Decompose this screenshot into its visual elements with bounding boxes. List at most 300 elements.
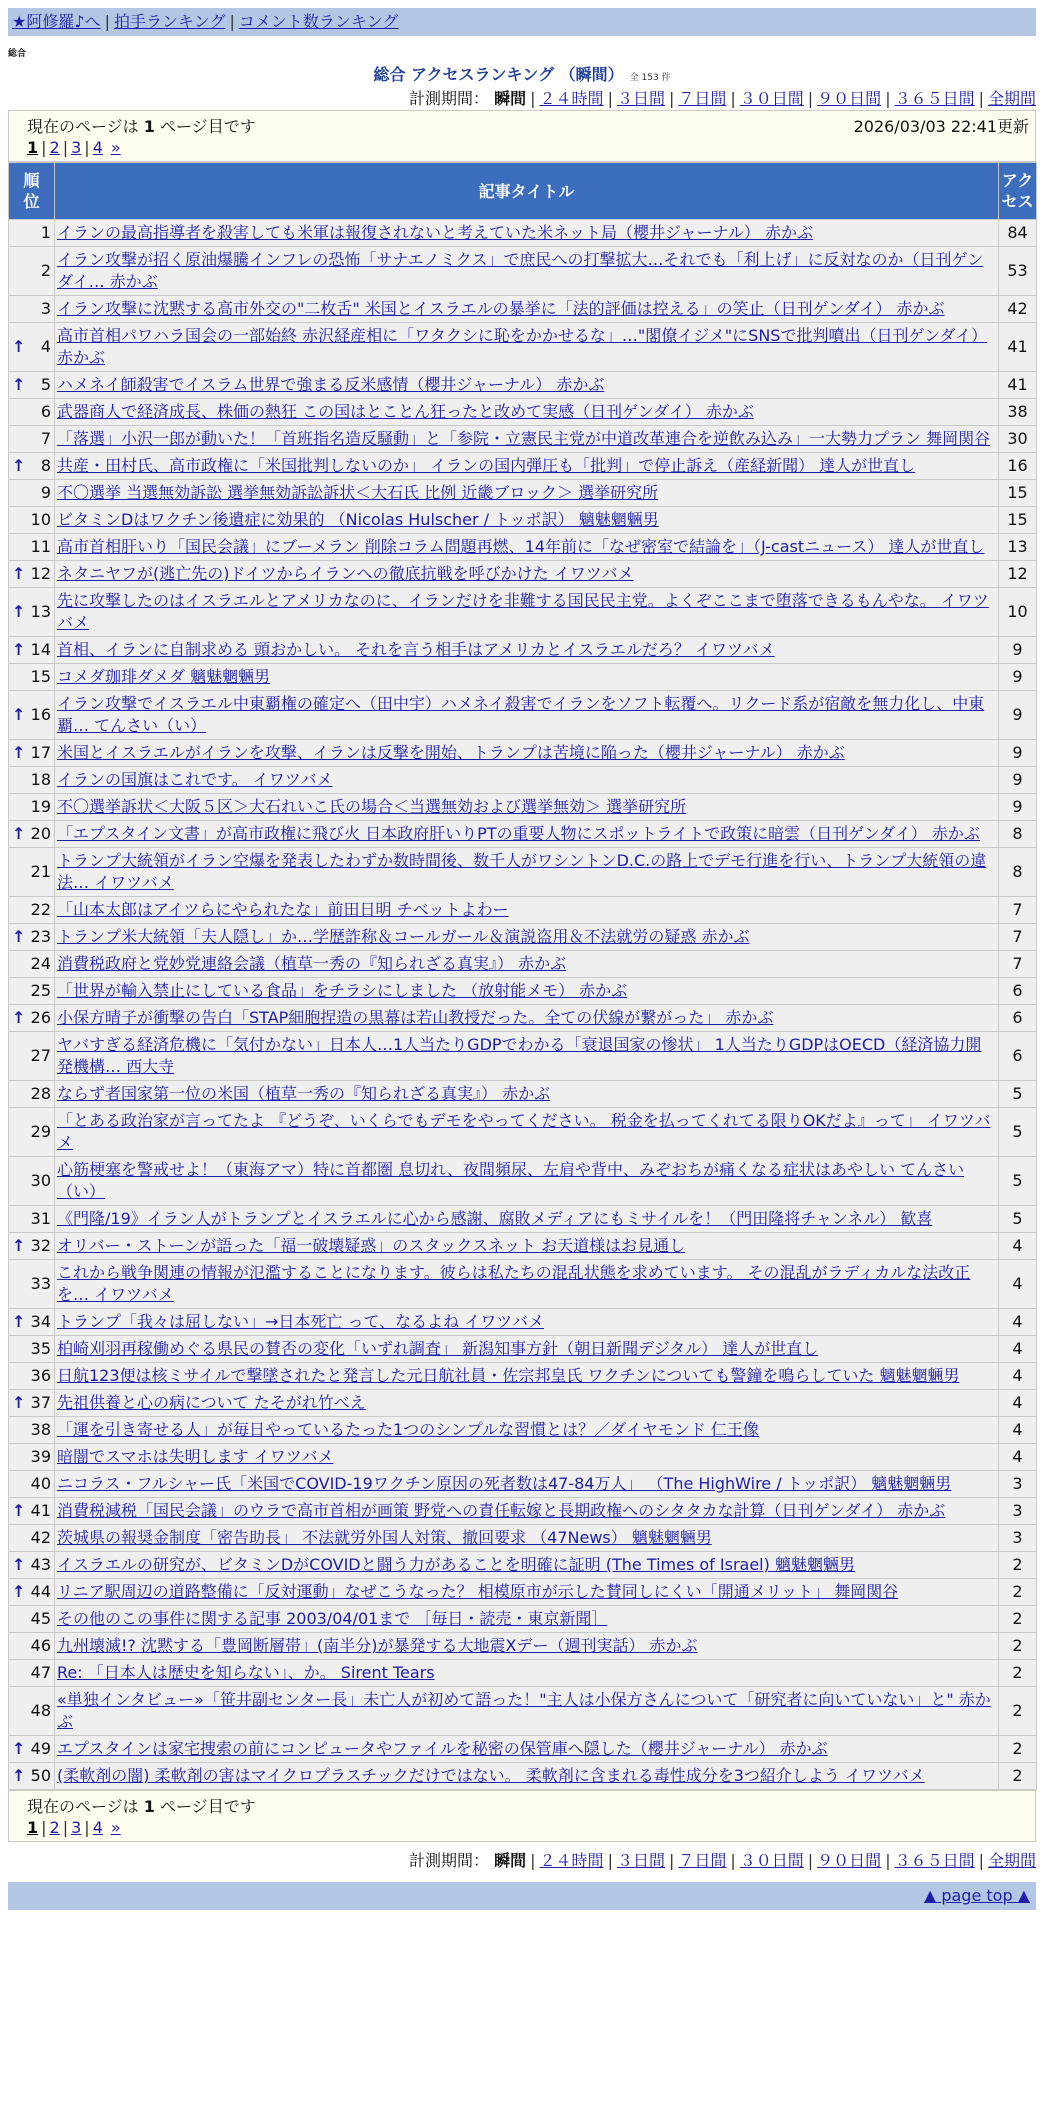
access-count: 5	[999, 1157, 1037, 1206]
article-link[interactable]: イランの国旗はこれです。 イワツバメ	[57, 770, 333, 789]
period-link-30d[interactable]: ３０日間	[739, 89, 804, 108]
pager-link-4[interactable]: 4	[92, 1818, 103, 1837]
rank-number: 26	[30, 1008, 51, 1027]
access-count: 3	[999, 1498, 1037, 1525]
period-link-365d[interactable]: ３６５日間	[894, 1851, 975, 1870]
period-link-30d[interactable]: ３０日間	[739, 1851, 804, 1870]
article-link[interactable]: 不〇選挙 当選無効訴訟 選挙無効訴訟訴状＜大石氏 比例 近畿ブロック＞ 選挙研究所	[57, 483, 659, 502]
period-link-90d[interactable]: ９０日間	[817, 89, 882, 108]
title-cell	[55, 561, 999, 588]
access-count: 6	[999, 1005, 1037, 1032]
access-count: 42	[999, 296, 1037, 323]
pager-next-link[interactable]: »	[110, 1818, 121, 1837]
table-row	[9, 588, 1037, 637]
table-row	[9, 1687, 1037, 1736]
rank-cell	[9, 1157, 55, 1206]
table-row	[9, 951, 1037, 978]
access-count: 2	[999, 1552, 1037, 1579]
article-link[interactable]: 日航123便は核ミサイルで撃墜されたと発言した元日航社員・佐宗邦皇氏 ワクチンについても警鐘を鳴らしていた 魑魅魍魎男	[57, 1366, 960, 1385]
article-link[interactable]: 先に攻撃したのはイスラエルとアメリカなのに、イランだけを非難する国民民主党。よくぞここまで堕落できるもんやな。 イワツバメ	[57, 591, 989, 632]
title-cell	[55, 1363, 999, 1390]
article-link[interactable]: トランプ米大統領「夫人隠し」か…学歴詐称＆コールガール＆演説盗用＆不法就労の疑惑 赤かぶ	[57, 927, 750, 946]
header-title: 記事タイトル	[55, 163, 999, 220]
access-count: 7	[999, 924, 1037, 951]
rank-cell	[9, 1660, 55, 1687]
rank-number: 14	[30, 640, 51, 659]
access-count: 5	[999, 1206, 1037, 1233]
rank-number: 42	[30, 1528, 51, 1547]
access-count: 5	[999, 1108, 1037, 1157]
article-link[interactable]: 「とある政治家が言ってたよ 『どうぞ、いくらでもデモをやってください。 税金を払ってくれてる限りOKだよ』って」 イワツバメ	[57, 1111, 991, 1152]
rank-cell	[9, 1498, 55, 1525]
title-cell	[55, 1336, 999, 1363]
rank-up-arrow-icon: ↑	[12, 1312, 26, 1331]
article-link[interactable]: ハメネイ師殺害でイスラム世界で強まる反米感情（櫻井ジャーナル） 赤かぶ	[57, 375, 605, 394]
rank-number: 7	[40, 429, 51, 448]
rank-cell	[9, 1552, 55, 1579]
rank-cell	[9, 323, 55, 372]
pager-link-4[interactable]: 4	[92, 138, 103, 157]
table-row	[9, 794, 1037, 821]
rank-up-arrow-icon: ↑	[12, 927, 26, 946]
title-cell	[55, 1260, 999, 1309]
article-link[interactable]: イスラエルの研究が、ビタミンDがCOVIDと闘う力があることを明確に証明 (The Times of Israel) 魑魅魍魎男	[57, 1555, 855, 1574]
rank-cell	[9, 1444, 55, 1471]
period-separator: |	[607, 89, 613, 108]
pager-top	[27, 138, 121, 157]
access-count: 6	[999, 1032, 1037, 1081]
article-link[interactable]: 共産・田村氏、高市政権に「米国批判しないのか」 イランの国内弾圧も「批判」で停止訴え（産経新聞） 達人が世直し	[57, 456, 916, 475]
rank-number: 10	[30, 510, 51, 529]
header-rank: 順位	[9, 163, 55, 220]
table-row	[9, 220, 1037, 247]
article-link[interactable]: 「山本太郎はアイツらにやられたな」前田日明 チベットよわー	[57, 900, 509, 919]
pager-link-3[interactable]: 3	[71, 1818, 82, 1837]
period-label: 計測期間：	[409, 1851, 490, 1870]
access-count: 30	[999, 426, 1037, 453]
access-count: 9	[999, 740, 1037, 767]
period-link-7d[interactable]: ７日間	[678, 1851, 727, 1870]
footer-bar	[8, 1882, 1036, 1910]
article-link[interactable]: ならず者国家第一位の米国（植草一秀の『知られざる真実』） 赤かぶ	[57, 1084, 551, 1103]
article-link[interactable]: 茨城県の報奨金制度「密告助長」 不法就労外国人対策、撤回要求 （47News） 魑魅魍魎男	[57, 1528, 712, 1547]
rank-up-arrow-icon: ↑	[12, 705, 26, 724]
table-row	[9, 426, 1037, 453]
ranking-title: 総合 アクセスランキング （瞬間）	[373, 65, 624, 84]
rank-number: 28	[30, 1084, 51, 1103]
title-cell	[55, 1660, 999, 1687]
access-count: 2	[999, 1763, 1037, 1790]
rank-number: 18	[30, 770, 51, 789]
rank-number: 35	[30, 1339, 51, 1358]
table-row	[9, 296, 1037, 323]
nav-separator: |	[229, 12, 235, 31]
rank-up-arrow-icon: ↑	[12, 640, 26, 659]
article-link[interactable]: 先祖供養と心の病について たそがれ竹べえ	[57, 1393, 366, 1412]
table-row	[9, 1633, 1037, 1660]
period-link-365d[interactable]: ３６５日間	[894, 89, 975, 108]
rank-cell	[9, 1005, 55, 1032]
rank-cell	[9, 1081, 55, 1108]
article-link[interactable]: 消費税政府と党妙党連絡会議（植草一秀の『知られざる真実』） 赤かぶ	[57, 954, 567, 973]
rank-cell	[9, 821, 55, 848]
article-link[interactable]: 首相、イランに自制求める 頭おかしい。 それを言う相手はアメリカとイスラエルだろ？ イワツバメ	[57, 640, 775, 659]
table-row	[9, 1417, 1037, 1444]
rank-number: 36	[30, 1366, 51, 1385]
title-cell	[55, 1157, 999, 1206]
rank-number: 33	[30, 1274, 51, 1293]
title-cell	[55, 1081, 999, 1108]
article-link[interactable]: 「落選」小沢一郎が動いた！「首班指名造反騒動」と「参院・立憲民主党が中道改革連合を逆飲み込み」一大勢力プラン 舞岡関谷	[57, 429, 991, 448]
access-count: 4	[999, 1336, 1037, 1363]
rank-number: 21	[30, 862, 51, 881]
item-count: 全 153 件	[629, 73, 671, 83]
rank-cell	[9, 1579, 55, 1606]
period-current: 瞬間	[494, 89, 527, 108]
pager-separator: |	[62, 1818, 69, 1837]
table-row	[9, 1498, 1037, 1525]
rank-number: 30	[30, 1171, 51, 1190]
article-link[interactable]: 「世界が輸入禁止にしている食品」をチラシにしました （放射能メモ） 赤かぶ	[57, 981, 628, 1000]
page-prefix: 現在のページは	[27, 1797, 144, 1816]
rank-number: 22	[30, 900, 51, 919]
table-row	[9, 664, 1037, 691]
pager-link-3[interactable]: 3	[71, 138, 82, 157]
rank-cell	[9, 951, 55, 978]
updated-timestamp: 2026/03/03 22:41更新	[853, 117, 1029, 136]
title-cell	[55, 1552, 999, 1579]
rank-cell	[9, 453, 55, 480]
title-cell	[55, 1736, 999, 1763]
nav-link-comment-ranking[interactable]: コメント数ランキング	[238, 12, 399, 31]
rank-cell	[9, 740, 55, 767]
rank-up-arrow-icon: ↑	[12, 1582, 26, 1601]
title-cell	[55, 1471, 999, 1498]
title-cell	[55, 1108, 999, 1157]
title-cell	[55, 220, 999, 247]
title-cell	[55, 534, 999, 561]
title-cell	[55, 1206, 999, 1233]
title-cell	[55, 848, 999, 897]
period-selector-bottom	[409, 1848, 1036, 1871]
page-suffix: ページ目です	[154, 117, 256, 136]
article-link[interactable]: リニア駅周辺の道路整備に「反対運動」なぜこうなった？ 相模原市が示した賛同しにくい「開通メリット」 舞岡関谷	[57, 1582, 899, 1601]
article-link[interactable]: トランプ大統領がイラン空爆を発表したわずか数時間後、数千人がワシントンD.C.の路上でデモ行進を行い、トランプ大統領の違法… イワツバメ	[57, 851, 987, 892]
title-cell	[55, 507, 999, 534]
pager-bottom	[27, 1818, 121, 1837]
access-count: 2	[999, 1579, 1037, 1606]
rank-cell	[9, 1763, 55, 1790]
pager-separator: |	[84, 138, 90, 157]
nav-link-asyura[interactable]: ★阿修羅♪へ	[12, 12, 101, 31]
title-cell	[55, 480, 999, 507]
table-row	[9, 323, 1037, 372]
period-separator: |	[885, 1851, 891, 1870]
period-link-all[interactable]: 全期間	[987, 89, 1036, 108]
article-link[interactable]: 「エプスタイン文書」が高市政権に飛び火 日本政府肝いりPTの重要人物にスポットライトで政策に暗雲（日刊ゲンダイ） 赤かぶ	[57, 824, 980, 843]
table-row	[9, 1444, 1037, 1471]
table-row	[9, 1579, 1037, 1606]
article-link[interactable]: これから戦争関連の情報が氾濫することになります。彼らは私たちの混乱状態を求めています。 その混乱がラディカルな法改正を… イワツバメ	[57, 1263, 971, 1304]
article-link[interactable]: イラン攻撃が招く原油爆騰インフレの恐怖「サナエノミクス」で庶民への打撃拡大…それでも「利上げ」に反対なのか（日刊ゲンダイ… 赤かぶ	[57, 250, 984, 291]
article-link[interactable]: 不〇選挙訴状＜大阪５区＞大石れいこ氏の場合＜当選無効および選挙無効＞ 選挙研究所	[57, 797, 687, 816]
rank-up-arrow-icon: ↑	[12, 456, 26, 475]
period-link-3d[interactable]: ３日間	[616, 1851, 665, 1870]
rank-up-arrow-icon: ↑	[12, 1555, 26, 1574]
article-link[interactable]: 「運を引き寄せる人」が毎日やっているたった1つのシンプルな習慣とは？／ダイヤモンド 仁王像	[57, 1420, 759, 1439]
rank-up-arrow-icon: ↑	[12, 337, 26, 356]
title-cell	[55, 453, 999, 480]
article-link[interactable]: エプスタインは家宅捜索の前にコンピュータやファイルを秘密の保管庫へ隠した（櫻井ジャーナル） 赤かぶ	[57, 1739, 828, 1758]
rank-up-arrow-icon: ↑	[12, 1501, 26, 1520]
table-row	[9, 767, 1037, 794]
article-link[interactable]: コメダ珈琲ダメダ 魑魅魍魎男	[57, 667, 271, 686]
rank-cell	[9, 897, 55, 924]
period-separator: |	[730, 89, 736, 108]
article-link[interactable]: (柔軟剤の闇) 柔軟剤の害はマイクロプラスチックだけではない。 柔軟剤に含まれる毒性成分を3つ紹介しよう イワツバメ	[57, 1766, 925, 1785]
rank-number: 38	[30, 1420, 51, 1439]
article-link[interactable]: 心筋梗塞を警戒せよ！（東海アマ）特に首都圏 息切れ、夜間頻尿、左肩や背中、みぞおちが痛くなる症状はあやしい てんさい（い）	[57, 1160, 965, 1201]
access-count: 38	[999, 399, 1037, 426]
table-row	[9, 1081, 1037, 1108]
current-page-text	[27, 114, 256, 137]
period-separator: |	[668, 1851, 675, 1870]
title-cell	[55, 1390, 999, 1417]
period-link-all[interactable]: 全期間	[987, 1851, 1036, 1870]
access-count: 9	[999, 767, 1037, 794]
rank-number: 5	[40, 375, 51, 394]
article-link[interactable]: ネタニヤフが(逃亡先の)ドイツからイランへの徹底抗戦を呼びかけた イワツバメ	[57, 564, 634, 583]
access-count: 2	[999, 1633, 1037, 1660]
title-cell	[55, 1444, 999, 1471]
table-row	[9, 1233, 1037, 1260]
access-count: 2	[999, 1606, 1037, 1633]
table-row	[9, 1471, 1037, 1498]
title-cell	[55, 794, 999, 821]
title-cell	[55, 1633, 999, 1660]
access-count: 4	[999, 1363, 1037, 1390]
ranking-table	[8, 162, 1037, 1790]
rank-cell	[9, 296, 55, 323]
rank-cell	[9, 637, 55, 664]
title-cell	[55, 1309, 999, 1336]
table-row	[9, 821, 1037, 848]
article-link[interactable]: イラン攻撃に沈黙する高市外交の"二枚舌" 米国とイスラエルの暴挙に「法的評価は控える」の笑止（日刊ゲンダイ） 赤かぶ	[57, 299, 945, 318]
article-link[interactable]: 高市首相肝いり「国民会議」にブーメラン 削除コラム問題再燃、14年前に「なぜ密室で結論を」（J-castニュース） 達人が世直し	[57, 537, 985, 556]
pager-link-2[interactable]: 2	[49, 1818, 60, 1837]
article-link[interactable]: 小保方晴子が衝撃の告白「STAP細胞捏造の黒幕は若山教授だった。全ての伏線が繋がった」 赤かぶ	[57, 1008, 774, 1027]
rank-number: 37	[30, 1393, 51, 1412]
rank-number: 27	[30, 1046, 51, 1065]
article-link[interactable]: 消費税減税「国民会議」のウラで高市首相が画策 野党への責任転嫁と長期政権へのシタタカな計算（日刊ゲンダイ） 赤かぶ	[57, 1501, 946, 1520]
rank-number: 25	[30, 981, 51, 1000]
table-row	[9, 1763, 1037, 1790]
page-top-link[interactable]: ▲ page top ▲	[923, 1886, 1030, 1905]
access-count: 4	[999, 1233, 1037, 1260]
period-link-3d[interactable]: ３日間	[616, 89, 665, 108]
article-link[interactable]: その他のこの事件に関する記事 2003/04/01まで ［毎日・読売・東京新聞］	[57, 1609, 608, 1628]
access-count: 3	[999, 1525, 1037, 1552]
article-link[interactable]: 《門隆/19》イラン人がトランプとイスラエルに心から感謝、腐敗メディアにもミサイルを！（門田隆将チャンネル） 歓喜	[57, 1209, 933, 1228]
pager-next-link[interactable]: »	[110, 138, 121, 157]
access-count: 7	[999, 897, 1037, 924]
access-count: 15	[999, 480, 1037, 507]
article-link[interactable]: オリバー・ストーンが語った「福一破壊疑惑」のスタックスネット お天道様はお見通し	[57, 1236, 686, 1255]
article-link[interactable]: ビタミンDはワクチン後遺症に効果的 （Nicolas Hulscher / トッポ訳） 魑魅魍魎男	[57, 510, 659, 529]
rank-cell	[9, 767, 55, 794]
period-link-24h[interactable]: ２４時間	[539, 1851, 604, 1870]
table-row	[9, 372, 1037, 399]
rank-up-arrow-icon: ↑	[12, 1739, 26, 1758]
article-link[interactable]: 米国とイスラエルがイランを攻撃、イランは反撃を開始、トランプは苦境に陥った（櫻井ジャーナル） 赤かぶ	[57, 743, 845, 762]
rank-cell	[9, 426, 55, 453]
pager-separator: |	[41, 1818, 47, 1837]
period-separator: |	[807, 89, 814, 108]
article-link[interactable]: 九州壊滅!? 沈黙する「豊岡断層帯」(南半分)が暴発する大地震Xデー（週刊実話） 赤かぶ	[57, 1636, 698, 1655]
rank-number: 20	[30, 824, 51, 843]
access-count: 8	[999, 848, 1037, 897]
page-info-bottom	[8, 1790, 1036, 1842]
rank-cell	[9, 1390, 55, 1417]
table-row	[9, 1390, 1037, 1417]
period-separator: |	[885, 89, 891, 108]
rank-up-arrow-icon: ↑	[12, 564, 26, 583]
period-separator: |	[978, 1851, 984, 1870]
table-row	[9, 1363, 1037, 1390]
article-link[interactable]: Re: 「日本人は歴史を知らない」、か。 Sirent Tears	[57, 1663, 435, 1682]
period-link-24h[interactable]: ２４時間	[539, 89, 604, 108]
article-link[interactable]: トランプ「我々は屈しない」→日本死亡 って、なるよね イワツバメ	[57, 1312, 544, 1331]
access-count: 41	[999, 372, 1037, 399]
page-title	[0, 62, 1044, 85]
table-row	[9, 561, 1037, 588]
access-count: 5	[999, 1081, 1037, 1108]
article-link[interactable]: 暗闇でスマホは失明します イワツバメ	[57, 1447, 334, 1466]
rank-number: 40	[30, 1474, 51, 1493]
rank-cell	[9, 794, 55, 821]
table-row	[9, 1157, 1037, 1206]
access-count: 4	[999, 1417, 1037, 1444]
article-link[interactable]: 武器商人で経済成長、株価の熱狂 この国はとことん狂ったと改めて実感（日刊ゲンダイ） 赤かぶ	[57, 402, 754, 421]
page-info-top	[8, 110, 1036, 162]
access-count: 41	[999, 323, 1037, 372]
rank-number: 3	[40, 299, 51, 318]
table-row	[9, 1552, 1037, 1579]
article-link[interactable]: ヤバすぎる経済危機に「気付かない」日本人…1人当たりGDPでわかる「衰退国家の惨状」 1人当たりGDPはOECD（経済協力開発機構… 西大寺	[57, 1035, 982, 1076]
access-count: 9	[999, 664, 1037, 691]
table-header-row	[9, 163, 1037, 220]
table-row	[9, 1660, 1037, 1687]
rank-number: 15	[30, 667, 51, 686]
access-count: 12	[999, 561, 1037, 588]
table-row	[9, 1206, 1037, 1233]
pager-link-2[interactable]: 2	[49, 138, 60, 157]
access-count: 15	[999, 507, 1037, 534]
title-cell	[55, 1687, 999, 1736]
rank-cell	[9, 1108, 55, 1157]
rank-cell	[9, 220, 55, 247]
title-cell	[55, 426, 999, 453]
rank-number: 45	[30, 1609, 51, 1628]
rank-cell	[9, 1336, 55, 1363]
rank-cell	[9, 1471, 55, 1498]
rank-number: 24	[30, 954, 51, 973]
title-cell	[55, 1606, 999, 1633]
rank-up-arrow-icon: ↑	[12, 1008, 26, 1027]
pager-separator: |	[62, 138, 69, 157]
rank-cell	[9, 1363, 55, 1390]
rank-cell	[9, 480, 55, 507]
rank-number: 19	[30, 797, 51, 816]
rank-number: 2	[40, 261, 51, 280]
rank-number: 8	[40, 456, 51, 475]
rank-cell	[9, 1309, 55, 1336]
article-link[interactable]: «単独インタビュー»「笹井副センター長」未亡人が初めて語った！"主人は小保方さんについて「研究者に向いていない」と" 赤かぶ	[57, 1690, 991, 1731]
rank-cell	[9, 924, 55, 951]
title-cell	[55, 1498, 999, 1525]
access-count: 3	[999, 1471, 1037, 1498]
rank-up-arrow-icon: ↑	[12, 1766, 26, 1785]
title-cell	[55, 588, 999, 637]
rank-number: 13	[30, 602, 51, 621]
period-link-7d[interactable]: ７日間	[678, 89, 727, 108]
title-cell	[55, 897, 999, 924]
rank-number: 11	[30, 537, 51, 556]
table-row	[9, 848, 1037, 897]
title-cell	[55, 637, 999, 664]
title-cell	[55, 691, 999, 740]
period-separator: |	[530, 89, 536, 108]
access-count: 2	[999, 1660, 1037, 1687]
rank-number: 44	[30, 1582, 51, 1601]
title-cell	[55, 247, 999, 296]
rank-number: 43	[30, 1555, 51, 1574]
table-row	[9, 507, 1037, 534]
category-label: 総合	[8, 49, 27, 59]
pager-current: 1	[27, 138, 39, 157]
nav-link-clap-ranking[interactable]: 拍手ランキング	[113, 12, 226, 31]
title-cell	[55, 978, 999, 1005]
access-count: 4	[999, 1260, 1037, 1309]
table-row	[9, 1336, 1037, 1363]
rank-cell	[9, 534, 55, 561]
article-link[interactable]: 高市首相パワハラ国会の一部始終 赤沢経産相に「ワタクシに恥をかかせるな」…"閣僚イジメ"にSNSで批判噴出（日刊ゲンダイ） 赤かぶ	[57, 326, 988, 367]
rank-number: 29	[30, 1122, 51, 1141]
article-link[interactable]: イランの最高指導者を殺害しても米軍は報復されないと考えていた米ネット局（櫻井ジャーナル） 赤かぶ	[57, 223, 813, 242]
article-link[interactable]: 柏崎刈羽再稼働めぐる県民の賛否の変化「いずれ調査」 新潟知事方針（朝日新聞デジタル） 達人が世直し	[57, 1339, 819, 1358]
top-nav	[8, 8, 1036, 36]
article-link[interactable]: イラン攻撃でイスラエル中東覇権の確定へ（田中宇）ハメネイ殺害でイランをソフト転覆へ。リクード系が宿敵を無力化し、中東覇… てんさい（い）	[57, 694, 985, 735]
rank-number: 31	[30, 1209, 51, 1228]
pager-separator: |	[41, 138, 47, 157]
title-cell	[55, 821, 999, 848]
table-row	[9, 534, 1037, 561]
rank-up-arrow-icon: ↑	[12, 602, 26, 621]
rank-up-arrow-icon: ↑	[12, 1236, 26, 1255]
period-separator: |	[607, 1851, 613, 1870]
period-link-90d[interactable]: ９０日間	[817, 1851, 882, 1870]
rank-number: 34	[30, 1312, 51, 1331]
table-row	[9, 1525, 1037, 1552]
article-link[interactable]: ニコラス・フルシャー氏「米国でCOVID-19ワクチン原因の死者数は47-84万人」 （The HighWire / トッポ訳） 魑魅魍魎男	[57, 1474, 952, 1493]
rank-cell	[9, 372, 55, 399]
table-row	[9, 924, 1037, 951]
rank-cell	[9, 1687, 55, 1736]
title-cell	[55, 1233, 999, 1260]
page-suffix: ページ目です	[154, 1797, 256, 1816]
rank-cell	[9, 1233, 55, 1260]
period-selector-top	[409, 86, 1036, 109]
